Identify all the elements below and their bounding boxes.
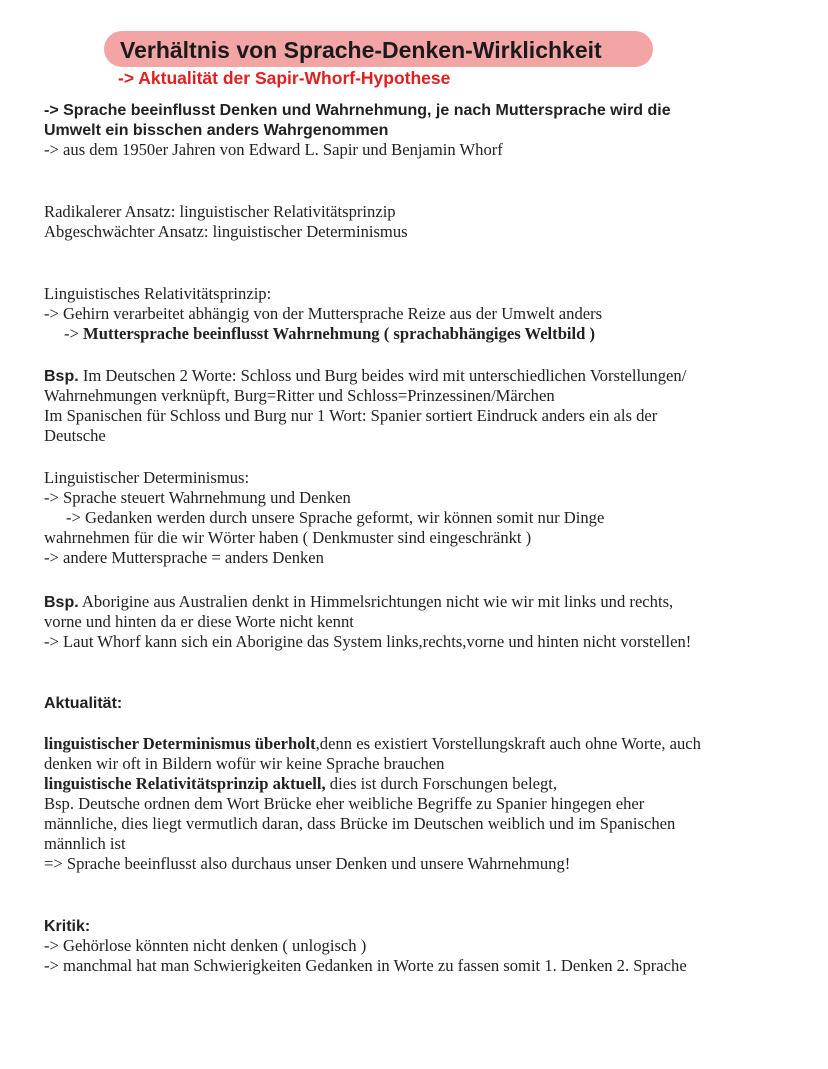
actuality-p1-bold: linguistischer Determinismus überholt — [44, 734, 316, 753]
actuality-line-4: Bsp. Deutsche ordnen dem Wort Brücke eher weibliche Begriffe zu Spanier hingegen eher — [44, 794, 645, 813]
relativity-arrow: -> — [64, 324, 84, 343]
relativity-line-1: -> Gehirn verarbeitet abhängig von der Muttersprache Reize aus der Umwelt anders — [44, 304, 603, 323]
determinism-line-1: -> Sprache steuert Wahrnehmung und Denken — [44, 488, 351, 507]
relativity-heading: Linguistisches Relativitätsprinzip: — [44, 284, 272, 303]
example1-text-1: Im Deutschen 2 Worte: Schloss und Burg beides wird mit unterschiedlichen Vorstellungen/ — [78, 366, 687, 385]
determinism-line-2: -> Gedanken werden durch unsere Sprache geformt, wir können somit nur Dinge — [66, 508, 605, 527]
determinism-line-3: wahrnehmen für die wir Wörter haben ( Denkmuster sind eingeschränkt ) — [44, 528, 532, 547]
example2-label: Bsp. — [44, 594, 79, 611]
actuality-line-5: männliche, dies liegt vermutlich daran, dass Brücke im Deutschen weiblich und im Spanischen — [44, 814, 676, 833]
example1-label: Bsp. — [44, 368, 79, 385]
actuality-conclusion: => Sprache beeinflusst also durchaus unser Denken und unsere Wahrnehmung! — [44, 854, 571, 873]
approach-radical: Radikalerer Ansatz: linguistischer Relativitätsprinzip — [44, 202, 396, 221]
example2-text-1: Aborigine aus Australien denkt in Himmelsrichtungen nicht wie wir mit links und rechts, — [78, 592, 674, 611]
actuality-heading: Aktualität: — [44, 695, 123, 712]
intro-line-2: Umwelt ein bisschen anders Wahrgenommen — [44, 122, 389, 139]
criticism-heading: Kritik: — [44, 918, 91, 935]
criticism-line-2: -> manchmal hat man Schwierigkeiten Gedanken in Worte zu fassen somit 1. Denken 2. Sprache — [44, 956, 687, 975]
actuality-line-2: denken wir oft in Bildern wofür wir keine Sprache brauchen — [44, 754, 445, 773]
actuality-p2-bold: linguistische Relativitätsprinzip aktuell, — [44, 774, 326, 793]
relativity-line-2 — [44, 324, 595, 344]
actuality-line-6: männlich ist — [44, 834, 126, 853]
example2-line-1 — [44, 592, 673, 613]
intro-line-1: -> Sprache beeinflusst Denken und Wahrnehmung, je nach Muttersprache wird die — [44, 102, 671, 119]
actuality-line-3 — [44, 774, 557, 794]
example1-line-3: Im Spanischen für Schloss und Burg nur 1 Wort: Spanier sortiert Eindruck anders ein als der — [44, 406, 658, 425]
example1-line-2: Wahrnehmungen verknüpft, Burg=Ritter und Schloss=Prinzessinen/Märchen — [44, 386, 555, 405]
example2-line-2: vorne und hinten da er diese Worte nicht kennt — [44, 612, 354, 631]
intro-line-3: -> aus dem 1950er Jahren von Edward L. Sapir und Benjamin Whorf — [44, 140, 503, 159]
actuality-p2-rest: dies ist durch Forschungen belegt, — [325, 774, 558, 793]
determinism-line-4: -> andere Muttersprache = anders Denken — [44, 548, 324, 567]
relativity-line-2-bold: Muttersprache beeinflusst Wahrnehmung ( sprachabhängiges Weltbild ) — [83, 324, 596, 343]
approach-weakened: Abgeschwächter Ansatz: linguistischer Determinismus — [44, 222, 408, 241]
page-subtitle: -> Aktualität der Sapir-Whorf-Hypothese — [118, 68, 451, 88]
criticism-line-1: -> Gehörlose könnten nicht denken ( unlogisch ) — [44, 936, 367, 955]
example2-line-3: -> Laut Whorf kann sich ein Aborigine das System links,rechts,vorne und hinten nicht vorstellen! — [44, 632, 692, 651]
example1-line-4: Deutsche — [44, 426, 106, 445]
actuality-line-1 — [44, 734, 701, 754]
actuality-p1-rest: ,denn es existiert Vorstellungskraft auch ohne Worte, auch — [315, 734, 701, 753]
page-title: Verhältnis von Sprache-Denken-Wirklichkeit — [120, 37, 602, 63]
determinism-heading: Linguistischer Determinismus: — [44, 468, 250, 487]
example1-line-1 — [44, 366, 686, 387]
